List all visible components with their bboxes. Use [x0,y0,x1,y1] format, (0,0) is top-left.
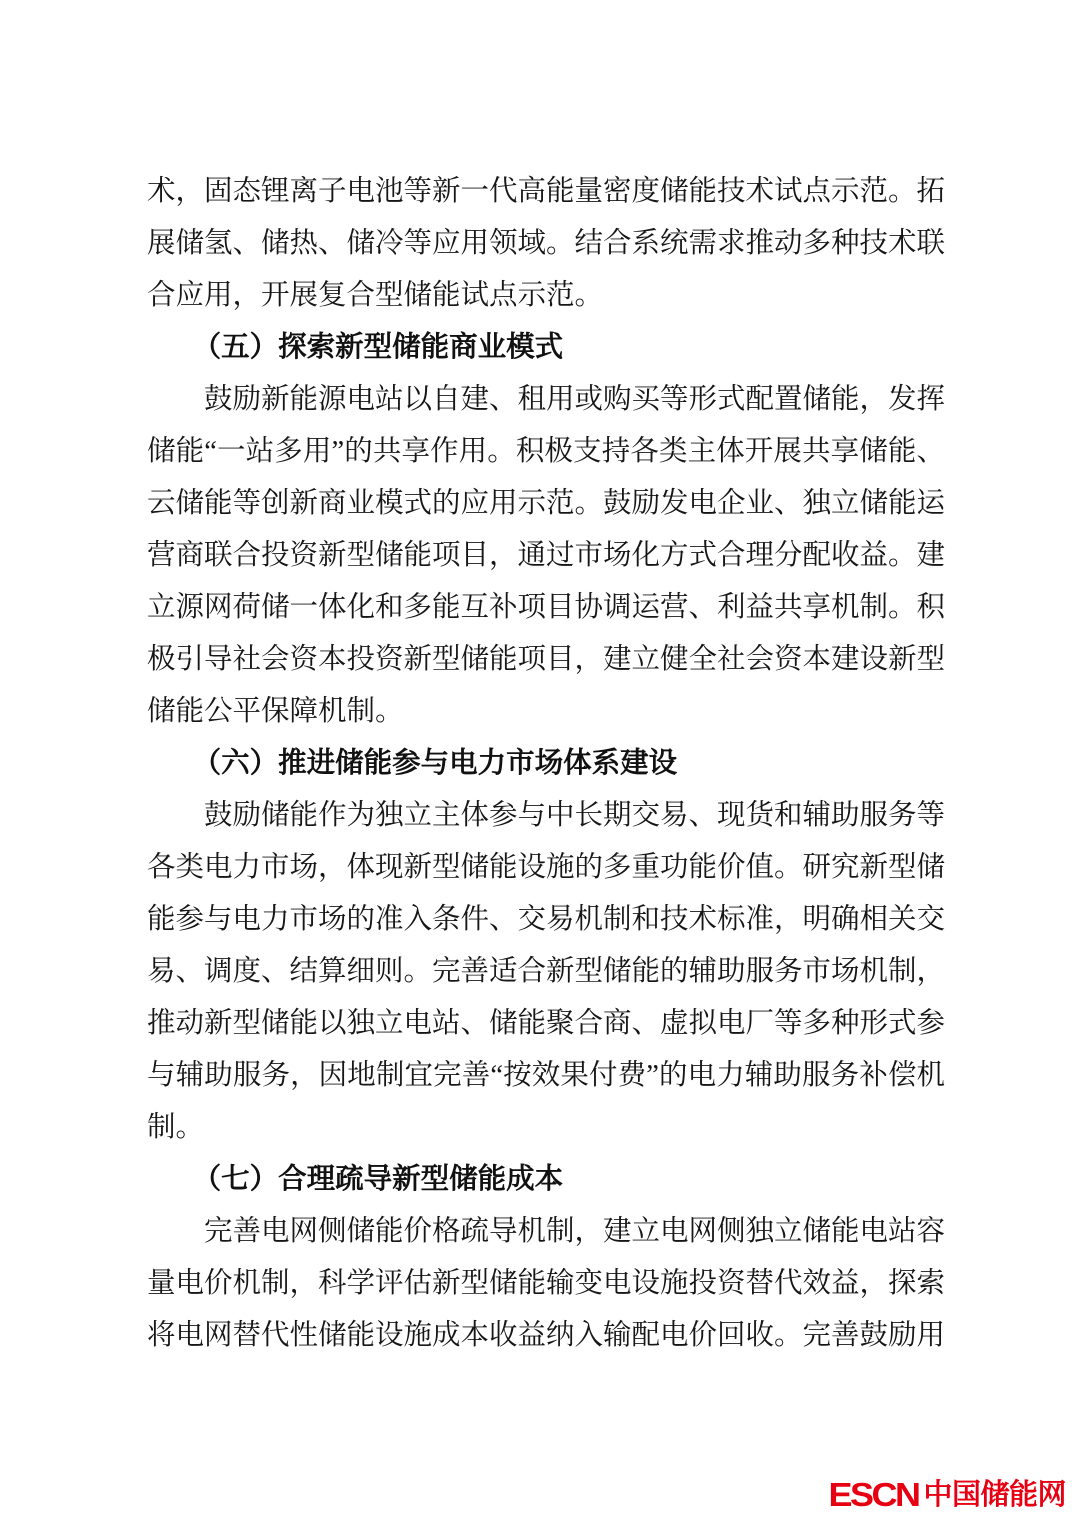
paragraph-section-7: 完善电网侧储能价格疏导机制，建立电网侧独立储能电站容量电价机制，科学评估新型储能输变电设施投资替代效益，探索将电网替代性储能设施成本收益纳入输配电价回收。完善鼓励用 [147,1216,946,1351]
section-heading-6: （六）推进储能参与电力市场体系建设 [192,748,678,779]
escn-logo [828,1477,1066,1513]
section-heading-7: （七）合理疏导新型储能成本 [192,1164,564,1195]
paragraph-section-6: 鼓励储能作为独立主体参与中长期交易、现货和辅助服务等各类电力市场，体现新型储能设施的多重功能价值。研究新型储能参与电力市场的准入条件、交易机制和技术标准，明确相关交易、调度、结算细则。完善适合新型储能的辅助服务市场机制，推动新型储能以独立电站、储能聚合商、虚拟电厂等多种形式参与辅助服务，因地制宜完善“按效果付费”的电力辅助服务补偿机制。 [147,800,946,1143]
section-heading-5: （五）探索新型储能商业模式 [192,332,564,363]
escn-logo-chinese-text: 中国储能网 [923,1478,1066,1511]
paragraph-section-5: 鼓励新能源电站以自建、租用或购买等形式配置储能，发挥储能“一站多用”的共享作用。积极支持各类主体开展共享储能、云储能等创新商业模式的应用示范。鼓励发电企业、独立储能运营商联合投资新型储能项目，通过市场化方式合理分配收益。建立源网荷储一体化和多能互补项目协调运营、利益共享机制。积极引导社会资本投资新型储能项目，建立健全社会资本建设新型储能公平保障机制。 [147,384,946,727]
escn-logo-latin-text: ESCN [828,1475,919,1514]
document-content [147,166,945,1362]
paragraph-continuation: 术，固态锂离子电池等新一代高能量密度储能技术试点示范。拓展储氢、储热、储冷等应用领域。结合系统需求推动多种技术联合应用，开展复合型储能试点示范。 [147,176,946,311]
